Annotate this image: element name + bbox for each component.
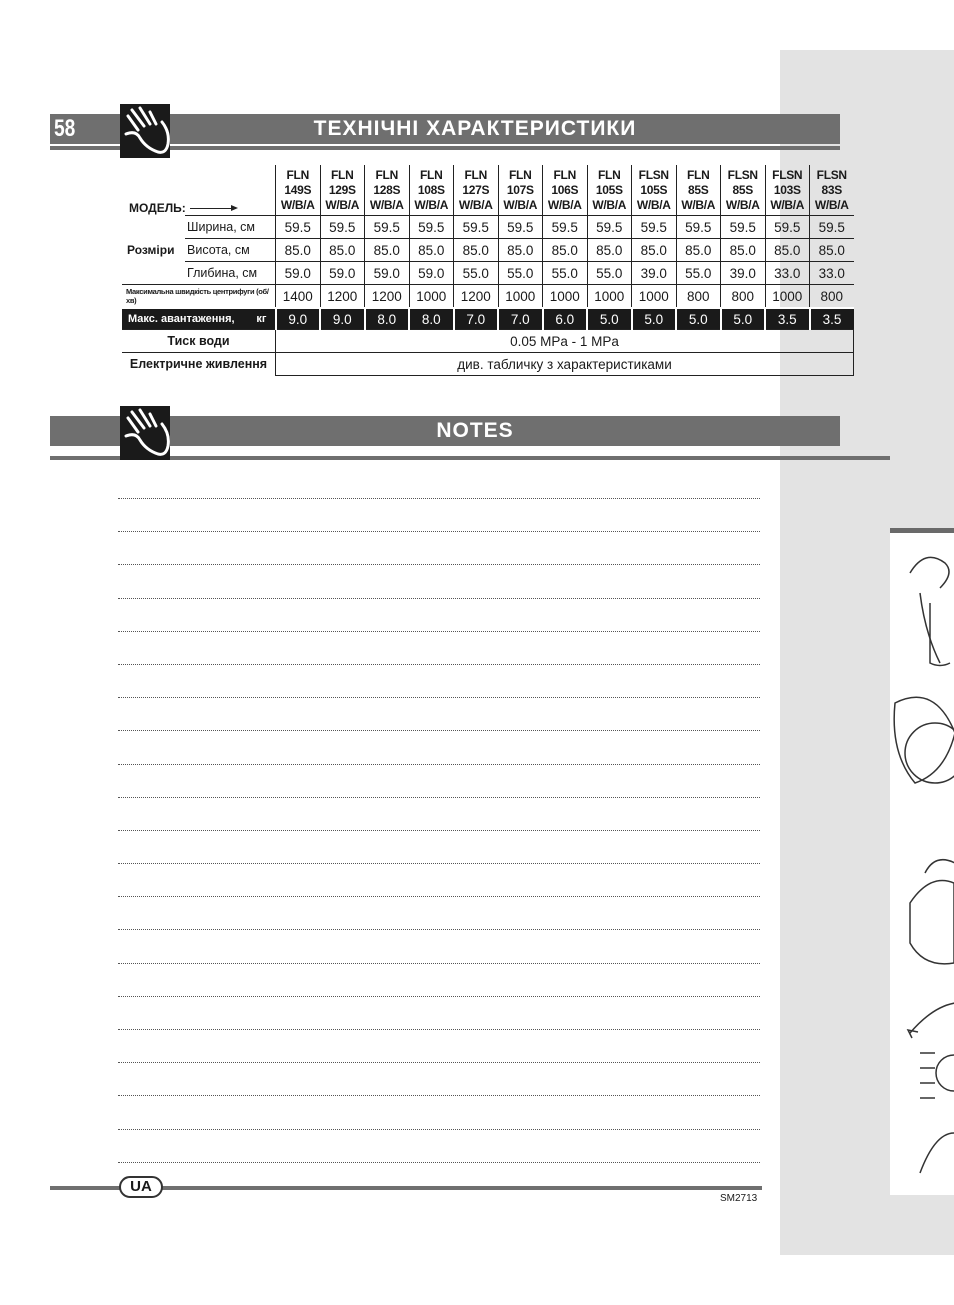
- width-cell: 59.5: [676, 216, 721, 239]
- note-line: [118, 863, 760, 896]
- load-cell: 5.0: [587, 308, 632, 330]
- model-cell: FLN 149S W/B/A: [276, 165, 321, 216]
- load-cell: 5.0: [632, 308, 677, 330]
- depth-cell: 59.0: [409, 262, 454, 285]
- depth-cell: 59.0: [365, 262, 410, 285]
- depth-label: Глибина, см: [185, 262, 276, 285]
- width-cell: 59.5: [409, 216, 454, 239]
- note-line: [118, 963, 760, 996]
- side-illustrations: [890, 528, 954, 1195]
- specs-header: [50, 104, 840, 150]
- height-cell: 85.0: [409, 239, 454, 262]
- arrow-right-icon: [190, 208, 236, 209]
- water-pressure-row: [122, 330, 854, 353]
- notes-header: [50, 406, 840, 452]
- washing-steps-illustration: [890, 533, 954, 1195]
- note-line: [118, 797, 760, 830]
- depth-row: [122, 262, 854, 285]
- height-cell: 85.0: [587, 239, 632, 262]
- note-line: [118, 929, 760, 962]
- depth-cell: 55.0: [676, 262, 721, 285]
- load-cell: 5.0: [676, 308, 721, 330]
- notes-lines: [118, 498, 760, 1195]
- spin-cell: 1000: [543, 285, 588, 309]
- height-cell: 85.0: [498, 239, 543, 262]
- note-line: [118, 1095, 760, 1128]
- depth-cell: 55.0: [587, 262, 632, 285]
- power-row: [122, 353, 854, 376]
- water-pressure-label: Тиск води: [122, 330, 276, 353]
- spin-cell: 1200: [365, 285, 410, 309]
- max-load-label-text: Макс. авантаження,: [128, 313, 235, 325]
- height-label: Висота, см: [185, 239, 276, 262]
- spin-speed-row: [122, 285, 854, 309]
- note-line: [118, 531, 760, 564]
- specs-title: ТЕХНІЧНІ ХАРАКТЕРИСТИКИ: [313, 117, 637, 140]
- spin-cell: 800: [810, 285, 854, 309]
- width-label: Ширина, см: [185, 216, 276, 239]
- notes-header-rule: [50, 456, 890, 460]
- dimensions-label: Розміри: [127, 242, 175, 257]
- height-cell: 85.0: [632, 239, 677, 262]
- note-line: [118, 1062, 760, 1095]
- height-cell: 85.0: [454, 239, 499, 262]
- height-row: [122, 239, 854, 262]
- model-label: МОДЕЛЬ:: [129, 201, 186, 215]
- width-cell: 59.5: [632, 216, 677, 239]
- model-cell: FLN 108S W/B/A: [409, 165, 454, 216]
- load-cell: 9.0: [320, 308, 365, 330]
- spin-cell: 800: [721, 285, 766, 309]
- height-cell: 85.0: [543, 239, 588, 262]
- height-cell: 85.0: [365, 239, 410, 262]
- model-cell: FLN 127S W/B/A: [454, 165, 499, 216]
- model-cell: FLN 105S W/B/A: [587, 165, 632, 216]
- model-cell: FLN 107S W/B/A: [498, 165, 543, 216]
- load-cell: 8.0: [365, 308, 410, 330]
- depth-cell: 39.0: [632, 262, 677, 285]
- height-cell: 85.0: [676, 239, 721, 262]
- width-cell: 59.5: [276, 216, 321, 239]
- max-load-label: [122, 308, 276, 330]
- note-line: [118, 996, 760, 1029]
- width-cell: 59.5: [543, 216, 588, 239]
- load-cell: 3.5: [765, 308, 810, 330]
- depth-cell: 39.0: [721, 262, 766, 285]
- load-cell: 6.0: [543, 308, 588, 330]
- depth-cell: 59.0: [320, 262, 365, 285]
- spin-cell: 800: [676, 285, 721, 309]
- width-cell: 59.5: [454, 216, 499, 239]
- depth-cell: 59.0: [276, 262, 321, 285]
- load-cell: 8.0: [409, 308, 454, 330]
- height-cell: 85.0: [721, 239, 766, 262]
- language-badge: UA: [119, 1176, 163, 1198]
- specs-table: [122, 165, 854, 376]
- note-line: [118, 498, 760, 531]
- load-cell: 7.0: [454, 308, 499, 330]
- spin-cell: 1200: [320, 285, 365, 309]
- width-cell: 59.5: [721, 216, 766, 239]
- spin-speed-label: Максимальна швидкість центрифуги (об/хв): [122, 285, 276, 309]
- height-cell: 85.0: [810, 239, 854, 262]
- spin-cell: 1000: [498, 285, 543, 309]
- width-cell: 59.5: [587, 216, 632, 239]
- page-number: 58: [54, 115, 76, 142]
- height-cell: 85.0: [276, 239, 321, 262]
- notes-title: NOTES: [436, 419, 514, 442]
- depth-cell: 55.0: [498, 262, 543, 285]
- model-cell: FLSN 103S W/B/A: [765, 165, 810, 216]
- note-line: [118, 664, 760, 697]
- spin-cell: 1000: [587, 285, 632, 309]
- note-line: [118, 1129, 760, 1162]
- height-cell: 85.0: [320, 239, 365, 262]
- note-line: [118, 1029, 760, 1062]
- model-cell: FLSN 85S W/B/A: [721, 165, 766, 216]
- spin-cell: 1400: [276, 285, 321, 309]
- note-line: [118, 598, 760, 631]
- document-code: SM2713: [720, 1193, 758, 1204]
- note-line: [118, 631, 760, 664]
- model-cell: FLSN 105S W/B/A: [632, 165, 677, 216]
- depth-cell: 55.0: [543, 262, 588, 285]
- spin-cell: 1000: [765, 285, 810, 309]
- width-cell: 59.5: [365, 216, 410, 239]
- note-line: [118, 830, 760, 863]
- note-line: [118, 896, 760, 929]
- width-cell: 59.5: [810, 216, 854, 239]
- spin-cell: 1000: [409, 285, 454, 309]
- model-cell: FLSN 83S W/B/A: [810, 165, 854, 216]
- width-cell: 59.5: [498, 216, 543, 239]
- model-label-cell: [122, 165, 276, 216]
- spin-cell: 1200: [454, 285, 499, 309]
- model-cell: FLN 129S W/B/A: [320, 165, 365, 216]
- width-cell: 59.5: [765, 216, 810, 239]
- max-load-unit: кг: [256, 313, 267, 325]
- model-cell: FLN 106S W/B/A: [543, 165, 588, 216]
- note-line: [118, 764, 760, 797]
- width-cell: 59.5: [320, 216, 365, 239]
- power-value: див. табличку з характеристиками: [276, 353, 854, 376]
- power-label: Електричне живлення: [122, 353, 276, 376]
- note-line: [118, 564, 760, 597]
- load-cell: 5.0: [721, 308, 766, 330]
- load-cell: 9.0: [276, 308, 321, 330]
- depth-cell: 33.0: [765, 262, 810, 285]
- depth-cell: 55.0: [454, 262, 499, 285]
- note-line: [118, 730, 760, 763]
- model-cell: FLN 128S W/B/A: [365, 165, 410, 216]
- height-cell: 85.0: [765, 239, 810, 262]
- model-cell: FLN 85S W/B/A: [676, 165, 721, 216]
- load-cell: 3.5: [810, 308, 854, 330]
- load-cell: 7.0: [498, 308, 543, 330]
- water-pressure-value: 0.05 MPa - 1 MPa: [276, 330, 854, 353]
- model-row: [122, 165, 854, 216]
- note-line: [118, 697, 760, 730]
- spin-cell: 1000: [632, 285, 677, 309]
- width-row: [122, 216, 854, 239]
- max-load-row: [122, 308, 854, 330]
- depth-cell: 33.0: [810, 262, 854, 285]
